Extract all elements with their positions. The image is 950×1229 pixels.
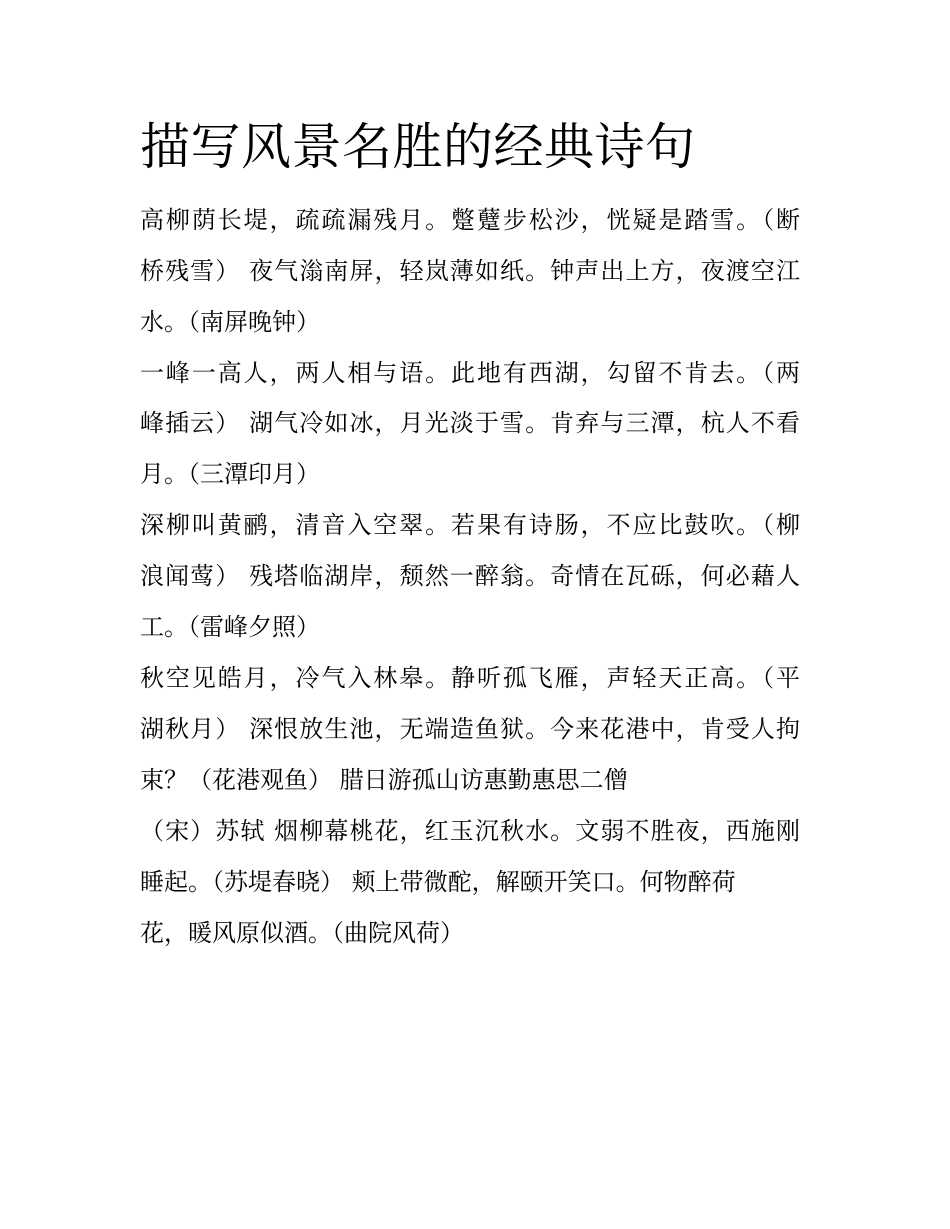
text-line: 一峰一高人，两人相与语。此地有西湖，勾留不肯去。（两 [140,359,800,387]
text-line: 工。（雷峰夕照） [140,613,320,641]
text-line: 束？（花港观鱼） 腊日游孤山访惠勤惠思二僧 [140,766,628,794]
text-line: 水。（南屏晚钟） [140,308,320,336]
text-line: 湖秋月） 深恨放生池，无端造鱼狱。今来花港中，肯受人拘 [140,715,800,743]
text-line: 深柳叫黄鹂，清音入空翠。若果有诗肠，不应比鼓吹。（柳 [140,511,800,539]
text-line: 月。（三潭印月） [140,460,320,488]
text-line: 峰插云） 湖气冷如冰，月光淡于雪。肯弃与三潭，杭人不看 [140,409,800,437]
text-line: 高柳荫长堤，疏疏漏残月。蹩躠步松沙，恍疑是踏雪。（断 [140,206,800,234]
text-line: 秋空见皓月，冷气入林皋。静听孤飞雁，声轻天正高。（平 [140,664,800,692]
text-line: 浪闻莺） 残塔临湖岸，颓然一醉翁。奇情在瓦砾，何必藉人 [140,562,800,590]
text-line: 睡起。（苏堤春晓） 颊上带微酡，解颐开笑口。何物醉荷 [140,868,736,896]
text-line: 花，暖风原似酒。（曲院风荷） [140,919,464,947]
document-title: 描写风景名胜的经典诗句 [140,118,696,176]
text-line: （宋）苏轼 烟柳幕桃花，红玉沉秋水。文弱不胜夜，西施刚 [140,817,800,845]
text-line: 桥残雪） 夜气滃南屏，轻岚薄如纸。钟声出上方，夜渡空江 [140,257,800,285]
